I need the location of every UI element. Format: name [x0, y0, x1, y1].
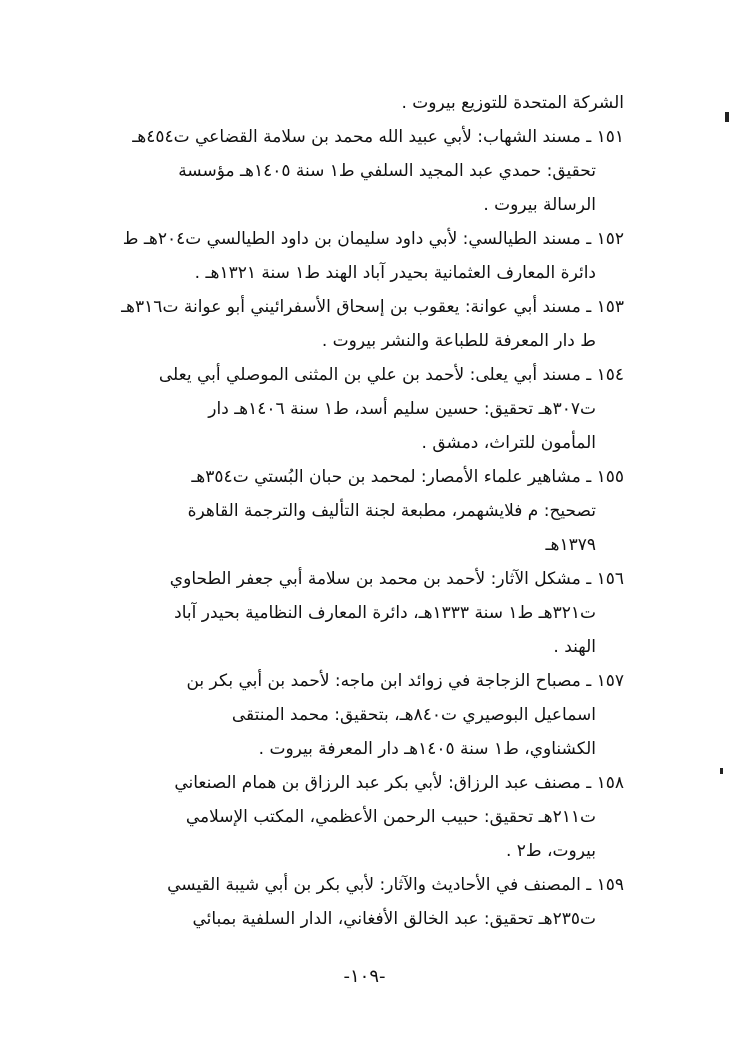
entry-line: تحقيق: حمدي عبد المجيد السلفي ط١ سنة ١٤٠٥هـ مؤسسة: [178, 161, 596, 181]
entry-154: [104, 358, 624, 460]
entry-152: [104, 222, 624, 290]
entry-line: بيروت، ط٢ .: [505, 841, 596, 861]
entry-line: الهند .: [553, 637, 596, 657]
entry-line: الرسالة بيروت .: [483, 195, 596, 215]
entry-159: [104, 868, 624, 936]
entry-line: ت٢١١هـ تحقيق: حبيب الرحمن الأعظمي، المكتب الإسلامي: [185, 807, 596, 827]
entry-157: [104, 664, 624, 766]
scan-edge-mark: [725, 112, 729, 122]
entry-line: ١٥٧ ـ مصباح الزجاجة في زوائد ابن ماجه: لأحمد بن أبي بكر بن: [186, 671, 624, 691]
entry-153: [104, 290, 624, 358]
entry-line: ت٣٠٧هـ تحقيق: حسين سليم أسد، ط١ سنة ١٤٠٦هـ دار: [208, 399, 596, 419]
bibliography-text: [104, 86, 624, 936]
entry-line: الكشناوي، ط١ سنة ١٤٠٥هـ دار المعرفة بيروت .: [258, 739, 596, 759]
entry-155: [104, 460, 624, 562]
entry-156: [104, 562, 624, 664]
entry-line: ١٥٢ ـ مسند الطيالسي: لأبي داود سليمان بن داود الطيالسي ت٢٠٤هـ ط: [122, 229, 624, 249]
entry-line: ١٣٧٩هـ: [545, 535, 596, 555]
entry-line: ١٥٩ ـ المصنف في الأحاديث والآثار: لأبي بكر بن أبي شيبة القيسي: [167, 875, 624, 895]
entry-line: ١٥٣ ـ مسند أبي عوانة: يعقوب بن إسحاق الأسفرائيني أبو عوانة ت٣١٦هـ: [121, 297, 624, 317]
entry-line: ١٥١ ـ مسند الشهاب: لأبي عبيد الله محمد بن سلامة القضاعي ت٤٥٤هـ: [132, 127, 624, 147]
entry-line: ١٥٨ ـ مصنف عبد الرزاق: لأبي بكر عبد الرزاق بن همام الصنعاني: [174, 773, 624, 793]
continuation-line: الشركة المتحدة للتوزيع بيروت .: [401, 93, 624, 113]
entry-158: [104, 766, 624, 868]
entry-line: ١٥٥ ـ مشاهير علماء الأمصار: لمحمد بن حبان البُستي ت٣٥٤هـ: [191, 467, 624, 487]
entry-line: ط دار المعرفة للطباعة والنشر بيروت .: [321, 331, 596, 351]
entry-line: ت٣٢١هـ ط١ سنة ١٣٣٣هـ، دائرة المعارف النظامية بحيدر آباد: [174, 603, 596, 623]
entry-line: المأمون للتراث، دمشق .: [421, 433, 596, 453]
entry-line: ١٥٤ ـ مسند أبي يعلى: لأحمد بن علي بن المثنى الموصلي أبي يعلى: [158, 365, 624, 385]
scan-edge-mark: [720, 768, 723, 774]
entry-line: اسماعيل البوصيري ت٨٤٠هـ، بتحقيق: محمد المنتقى: [231, 705, 596, 725]
entry-line: ت٢٣٥هـ تحقيق: عبد الخالق الأفغاني، الدار السلفية بمبائي: [192, 909, 596, 929]
entry-151: [104, 120, 624, 222]
entry-line: ١٥٦ ـ مشكل الآثار: لأحمد بن محمد بن سلامة أبي جعفر الطحاوي: [169, 569, 624, 589]
entry-line: دائرة المعارف العثمانية بحيدر آباد الهند ط١ سنة ١٣٢١هـ .: [194, 263, 596, 283]
page-number: -١٠٩-: [343, 966, 386, 987]
entry-line: تصحيح: م فلايشهمر، مطبعة لجنة التأليف والترجمة القاهرة: [187, 501, 596, 521]
